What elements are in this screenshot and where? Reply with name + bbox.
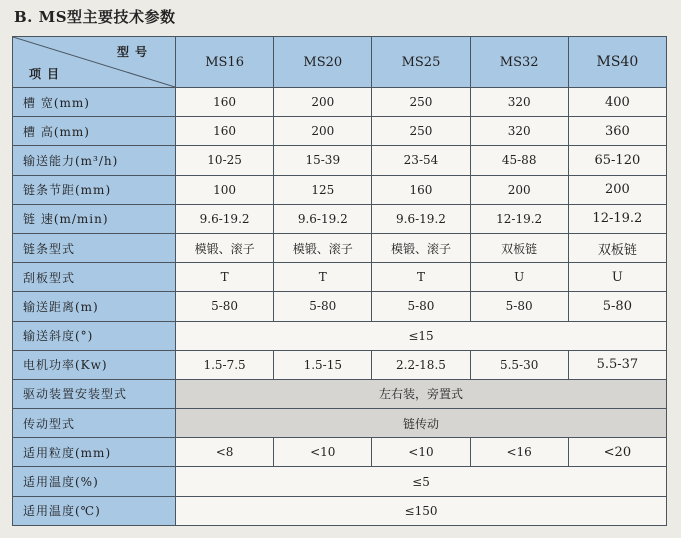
spec-table: [12, 36, 667, 526]
value-cell: <20: [568, 438, 666, 467]
value-cell: 160: [176, 88, 274, 117]
value-cell: 15-39: [274, 146, 372, 175]
table-row: [13, 467, 667, 496]
value-cell: 12-19.2: [568, 204, 666, 233]
merged-value-cell: ≤5: [176, 467, 667, 496]
merged-value-cell: 链传动: [176, 409, 667, 438]
value-cell: 5-80: [372, 292, 470, 321]
value-cell: 200: [470, 175, 568, 204]
table-row: [13, 233, 667, 262]
row-label: 链 速(m/min): [13, 204, 176, 233]
value-cell: T: [274, 263, 372, 292]
table-row: [13, 88, 667, 117]
merged-value-cell: ≤15: [176, 321, 667, 350]
value-cell: 100: [176, 175, 274, 204]
section-heading: B. MS型主要技术参数: [14, 8, 176, 26]
value-cell: 1.5-15: [274, 350, 372, 379]
row-label: 链条节距(mm): [13, 175, 176, 204]
corner-model-label: 型号: [116, 45, 153, 59]
corner-item-label: 项目: [29, 67, 66, 81]
table-row: [13, 263, 667, 292]
value-cell: <10: [274, 438, 372, 467]
table-row: [13, 438, 667, 467]
table-row: [13, 409, 667, 438]
value-cell: 160: [176, 117, 274, 146]
table-row: [13, 175, 667, 204]
value-cell: 5.5-37: [568, 350, 666, 379]
row-label: 驱动装置安装型式: [13, 379, 176, 408]
value-cell: 5-80: [568, 292, 666, 321]
row-label: 刮板型式: [13, 263, 176, 292]
value-cell: 2.2-18.5: [372, 350, 470, 379]
model-header: MS40: [568, 37, 666, 88]
value-cell: 23-54: [372, 146, 470, 175]
row-label: 适用温度(℃): [13, 496, 176, 525]
value-cell: 65-120: [568, 146, 666, 175]
model-header: MS25: [372, 37, 470, 88]
table-row: [13, 350, 667, 379]
value-cell: 160: [372, 175, 470, 204]
value-cell: <16: [470, 438, 568, 467]
merged-value-cell: 左右装，旁置式: [176, 379, 667, 408]
table-row: [13, 117, 667, 146]
value-cell: T: [372, 263, 470, 292]
table-row: [13, 292, 667, 321]
value-cell: 9.6-19.2: [274, 204, 372, 233]
value-cell: 9.6-19.2: [176, 204, 274, 233]
value-cell: <8: [176, 438, 274, 467]
value-cell: 250: [372, 117, 470, 146]
value-cell: 200: [568, 175, 666, 204]
model-header: MS32: [470, 37, 568, 88]
row-label: 输送斜度(°): [13, 321, 176, 350]
model-header: MS20: [274, 37, 372, 88]
table-row: [13, 496, 667, 525]
value-cell: 模锻、滚子: [274, 233, 372, 262]
table-row: [13, 321, 667, 350]
value-cell: U: [470, 263, 568, 292]
corner-header-cell: [13, 37, 176, 88]
value-cell: 双板链: [568, 233, 666, 262]
value-cell: 5-80: [176, 292, 274, 321]
value-cell: 5.5-30: [470, 350, 568, 379]
value-cell: <10: [372, 438, 470, 467]
value-cell: 320: [470, 88, 568, 117]
value-cell: 12-19.2: [470, 204, 568, 233]
value-cell: 200: [274, 117, 372, 146]
row-label: 链条型式: [13, 233, 176, 262]
value-cell: 360: [568, 117, 666, 146]
value-cell: 模锻、滚子: [372, 233, 470, 262]
row-label: 适用粒度(mm): [13, 438, 176, 467]
value-cell: 45-88: [470, 146, 568, 175]
row-label: 槽 宽(mm): [13, 88, 176, 117]
model-header: MS16: [176, 37, 274, 88]
row-label: 电机功率(Kw): [13, 350, 176, 379]
merged-value-cell: ≤150: [176, 496, 667, 525]
value-cell: 模锻、滚子: [176, 233, 274, 262]
value-cell: 10-25: [176, 146, 274, 175]
row-label: 槽 高(mm): [13, 117, 176, 146]
table-row: [13, 379, 667, 408]
value-cell: 125: [274, 175, 372, 204]
value-cell: 320: [470, 117, 568, 146]
value-cell: U: [568, 263, 666, 292]
value-cell: 400: [568, 88, 666, 117]
table-row: [13, 204, 667, 233]
value-cell: 5-80: [274, 292, 372, 321]
value-cell: 200: [274, 88, 372, 117]
value-cell: 9.6-19.2: [372, 204, 470, 233]
header-row: [13, 37, 667, 88]
row-label: 传动型式: [13, 409, 176, 438]
row-label: 输送距离(m): [13, 292, 176, 321]
value-cell: 1.5-7.5: [176, 350, 274, 379]
table-row: [13, 146, 667, 175]
value-cell: 双板链: [470, 233, 568, 262]
value-cell: 5-80: [470, 292, 568, 321]
row-label: 适用温度(%): [13, 467, 176, 496]
value-cell: 250: [372, 88, 470, 117]
value-cell: T: [176, 263, 274, 292]
row-label: 输送能力(m³/h): [13, 146, 176, 175]
